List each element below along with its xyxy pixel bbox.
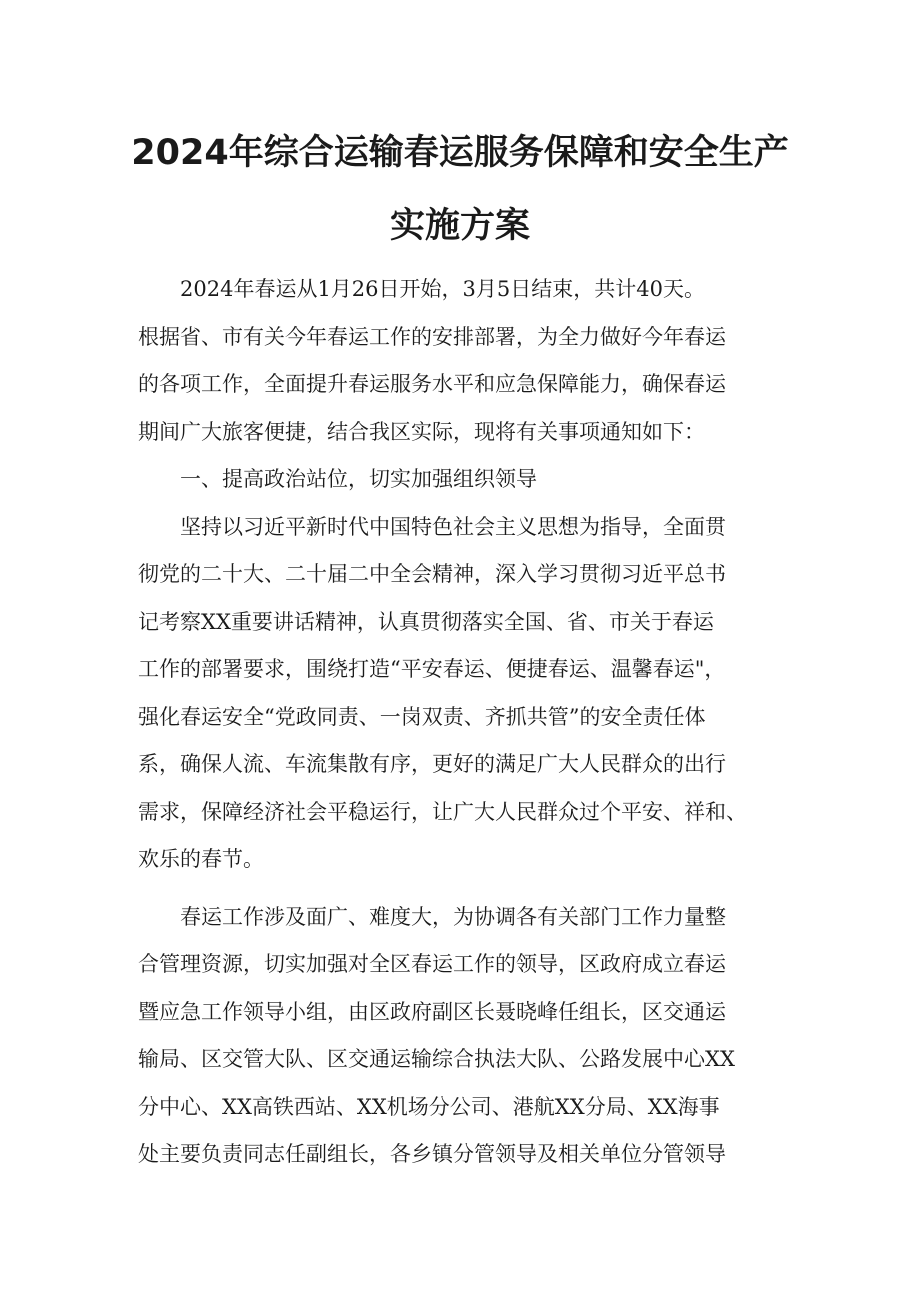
paragraph-line: 强化春运安全“党政同责、一岗双责、齐抓共管”的安全责任体 — [138, 704, 706, 729]
document-title-line-2: 实施方案 — [389, 206, 530, 246]
paragraph-line: 分中心、XX高铁西站、XX机场分公司、港航XX分局、XX海事 — [138, 1094, 720, 1119]
intro-line: 的各项工作，全面提升春运服务水平和应急保障能力，确保春运 — [138, 372, 726, 396]
document-body — [138, 266, 796, 1179]
intro-line: 根据省、市有关今年春运工作的安排部署，为全力做好今年春运 — [138, 324, 726, 349]
paragraph-line: 合管理资源，切实加强对全区春运工作的领导，区政府成立春运 — [138, 952, 726, 976]
intro-line: 2024年春运从1月26日开始，3月5日结束，共计40天。 — [180, 277, 705, 301]
paragraph-line: 工作的部署要求，围绕打造“平安春运、便捷春运、温馨春运"， — [138, 657, 726, 681]
paragraph-line: 记考察XX重要讲话精神，认真贯彻落实全国、省、市关于春运 — [138, 609, 714, 634]
document-title-line-1: 2024年综合运输春运服务保障和安全生产 — [131, 133, 789, 173]
intro-line: 期间广大旅客便捷，结合我区实际，现将有关事项通知如下： — [138, 419, 705, 444]
intro-paragraph — [138, 266, 796, 456]
body-paragraph — [138, 504, 796, 884]
paragraph-line: 处主要负责同志任副组长，各乡镇分管领导及相关单位分管领导 — [138, 1142, 726, 1166]
paragraph-line: 系，确保人流、车流集散有序，更好的满足广大人民群众的出行 — [138, 752, 726, 776]
body-paragraph — [138, 894, 796, 1179]
paragraph-line: 需求，保障经济社会平稳运行，让广大人民群众过个平安、祥和、 — [138, 799, 747, 824]
paragraph-line: 欢乐的春节。 — [138, 847, 264, 871]
paragraph-line: 坚持以习近平新时代中国特色社会主义思想为指导，全面贯 — [180, 514, 726, 539]
paragraph-line: 彻党的二十大、二十届二中全会精神，深入学习贯彻习近平总书 — [138, 562, 726, 586]
paragraph-line: 输局、区交管大队、区交通运输综合执法大队、公路发展中心XX — [138, 1047, 735, 1071]
section-heading: 一、提高政治站位，切实加强组织领导 — [180, 467, 537, 491]
paragraph-line: 春运工作涉及面广、难度大，为协调各有关部门工作力量整 — [180, 904, 726, 929]
paragraph-line: 暨应急工作领导小组，由区政府副区长聂晓峰任组长，区交通运 — [138, 999, 726, 1024]
